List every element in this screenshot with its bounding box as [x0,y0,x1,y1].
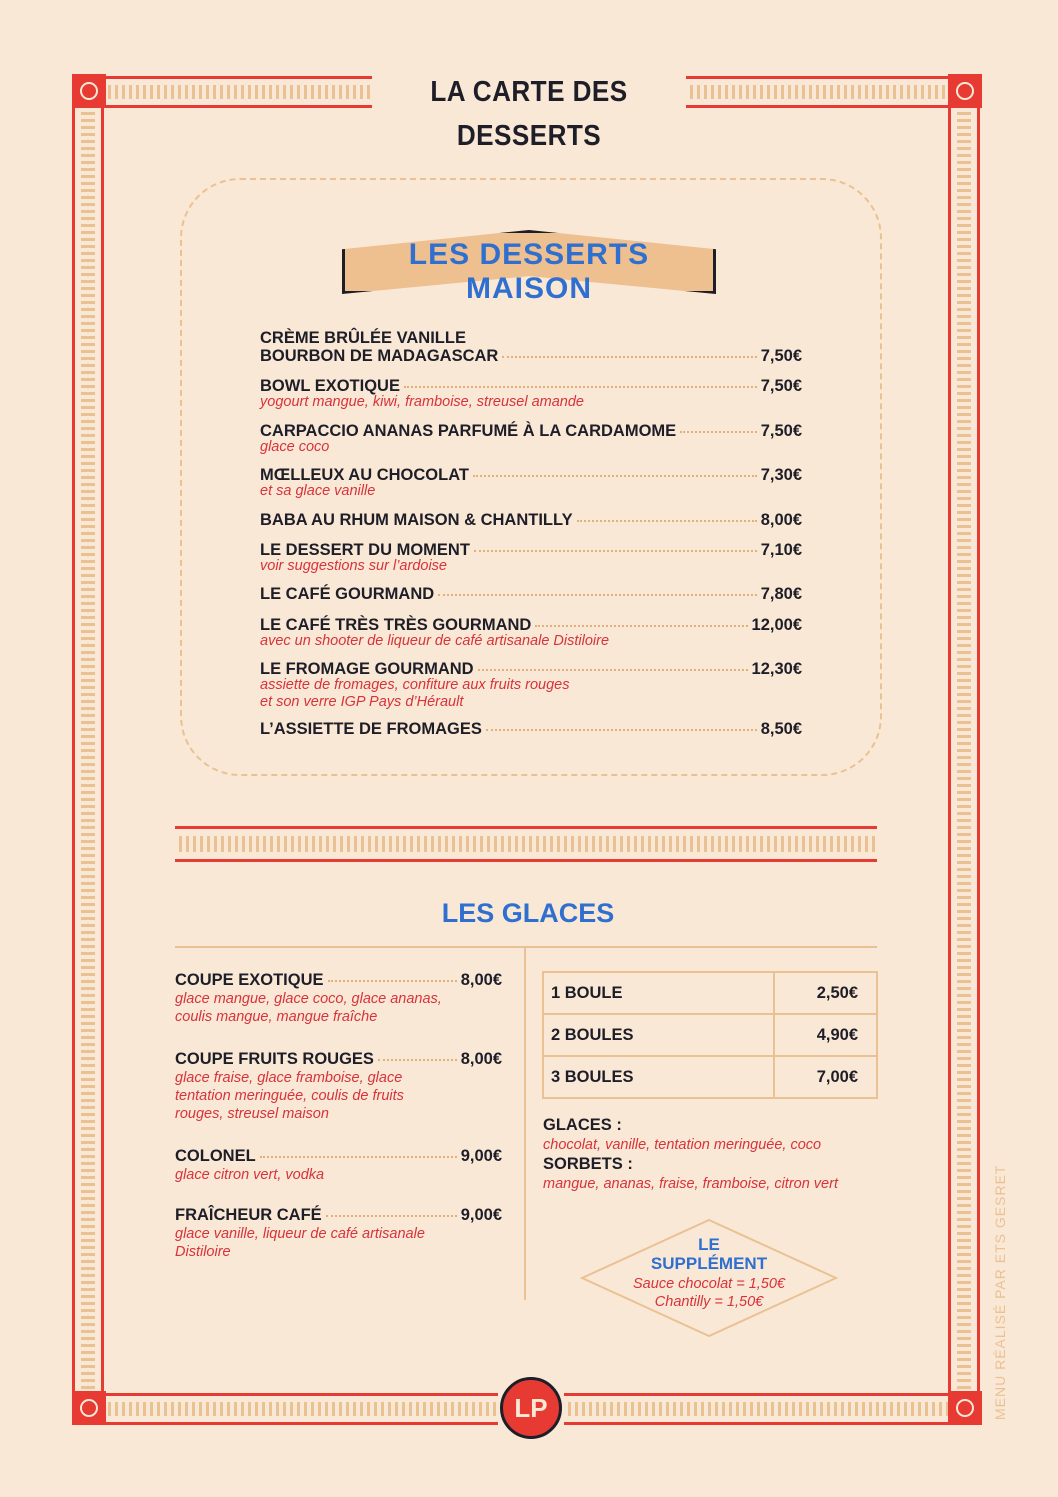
dot-leader [486,729,757,731]
coupe-desc: glace citron vert, vodka [175,1167,325,1183]
dessert-name: BOURBON DE MADAGASCAR [260,347,499,365]
corner-ornament-icon [72,74,106,108]
boule-price: 2,50€ [774,972,877,1014]
table-row [543,1056,877,1098]
dessert-name: LE DESSERT DU MOMENT [260,541,470,559]
sorbets-flavours: mangue, ananas, fraise, framboise, citron vert [543,1176,838,1192]
coupe-desc: glace mangue, glace coco, glace ananas, [175,991,442,1007]
dessert-row [260,511,802,530]
supplement-line: Chantilly = 1,50€ [654,1294,764,1310]
dot-leader [378,1059,457,1061]
dessert-name: BABA AU RHUM MAISON & CHANTILLY [260,511,573,529]
coupe-price: 9,00€ [460,1147,502,1165]
coupe-row [175,1147,502,1166]
credit-text: MENU RÉALISÉ PAR ETS GESRET [992,1164,1008,1420]
glaces-column-divider [524,948,526,1300]
coupe-desc: coulis mangue, mangue fraîche [175,1009,378,1025]
frame-right [948,108,980,1393]
dessert-row [260,585,802,604]
boule-label: 1 BOULE [543,972,774,1014]
dessert-desc: assiette de fromages, confiture aux fruits rouges [260,677,570,693]
coupe-name: FRAÎCHEUR CAFÉ [175,1206,322,1224]
dessert-desc: voir suggestions sur l’ardoise [260,558,447,574]
boule-label: 2 BOULES [543,1014,774,1056]
coupe-row [175,1050,502,1069]
coupe-price: 9,00€ [460,1206,502,1224]
dessert-price: 7,50€ [760,422,802,440]
coupe-desc: glace fraise, glace framboise, glace [175,1070,403,1086]
table-row [543,1014,877,1056]
page-title: LA CARTE DES DESSERTS [388,70,671,114]
dot-leader [260,1156,457,1158]
glaces-flavours: chocolat, vanille, tentation meringuée, coco [543,1137,822,1153]
dessert-name: L’ASSIETTE DE FROMAGES [260,720,482,738]
dessert-desc: glace coco [260,439,330,455]
dessert-price: 12,30€ [751,660,802,678]
boule-label: 3 BOULES [543,1056,774,1098]
dot-leader [535,625,747,627]
coupe-name: COLONEL [175,1147,256,1165]
dessert-name: MŒLLEUX AU CHOCOLAT [260,466,469,484]
frame-left [72,108,104,1393]
coupe-name: COUPE FRUITS ROUGES [175,1050,374,1068]
coupe-price: 8,00€ [460,971,502,989]
dessert-desc: avec un shooter de liqueur de café artisanale Distiloire [260,633,610,649]
dot-leader [328,980,457,982]
dessert-desc: yogourt mangue, kiwi, framboise, streusel amande [260,394,584,410]
coupe-desc: rouges, streusel maison [175,1106,329,1122]
dessert-price: 7,10€ [760,541,802,559]
corner-ornament-icon [72,1391,106,1425]
coupe-row [175,971,502,990]
dot-leader [680,431,757,433]
coupe-desc: Distiloire [175,1244,231,1260]
dot-leader [438,594,757,596]
supplement-title-1: LE [698,1235,720,1254]
frame-bottom-left [104,1393,498,1425]
glaces-flavours-label: GLACES : [543,1116,622,1134]
section-separator [175,826,877,862]
dessert-row [260,422,802,441]
dessert-price: 8,00€ [760,511,802,529]
dessert-desc: et sa glace vanille [260,483,376,499]
dessert-name: LE CAFÉ GOURMAND [260,585,435,603]
coupe-row [175,1206,502,1225]
corner-ornament-icon [948,74,982,108]
coupe-desc: tentation meringuée, coulis de fruits [175,1088,404,1104]
glaces-title: LES GLACES [441,898,615,928]
dessert-name: BOWL EXOTIQUE [260,377,400,395]
dessert-name: CARPACCIO ANANAS PARFUMÉ À LA CARDAMOME [260,422,677,440]
dessert-price: 12,00€ [751,616,802,634]
coupe-price: 8,00€ [460,1050,502,1068]
dessert-price: 7,30€ [760,466,802,484]
dessert-price: 7,50€ [760,377,802,395]
frame-top-left [104,76,372,108]
dessert-name: LE FROMAGE GOURMAND [260,660,474,678]
dessert-name: LE CAFÉ TRÈS TRÈS GOURMAND [260,616,532,634]
table-row [543,972,877,1014]
supplement-line: Sauce chocolat = 1,50€ [633,1276,785,1292]
dessert-price: 7,80€ [760,585,802,603]
dessert-row [260,720,802,739]
desserts-title: LES DESSERTS MAISON [408,238,650,305]
dessert-name-line1: CRÈME BRÛLÉE VANILLE [260,329,466,347]
dot-leader [474,550,757,552]
boules-table [542,971,878,1099]
dessert-row [260,347,802,366]
dot-leader [502,356,756,358]
dot-leader [326,1215,457,1217]
frame-top-right [686,76,948,108]
dessert-price: 7,50€ [760,347,802,365]
sorbets-flavours-label: SORBETS : [543,1155,633,1173]
dot-leader [404,386,757,388]
boule-price: 7,00€ [774,1056,877,1098]
dot-leader [478,669,748,671]
dessert-desc: et son verre IGP Pays d’Hérault [260,694,464,710]
coupe-name: COUPE EXOTIQUE [175,971,324,989]
dot-leader [473,475,757,477]
boule-price: 4,90€ [774,1014,877,1056]
corner-ornament-icon [948,1391,982,1425]
brand-logo: LP [500,1377,562,1439]
dessert-price: 8,50€ [760,720,802,738]
coupe-desc: glace vanille, liqueur de café artisanale [175,1226,425,1242]
dot-leader [577,520,757,522]
supplement-title-2: SUPPLÉMENT [650,1254,768,1273]
glaces-divider [175,946,877,948]
frame-bottom-right [564,1393,948,1425]
